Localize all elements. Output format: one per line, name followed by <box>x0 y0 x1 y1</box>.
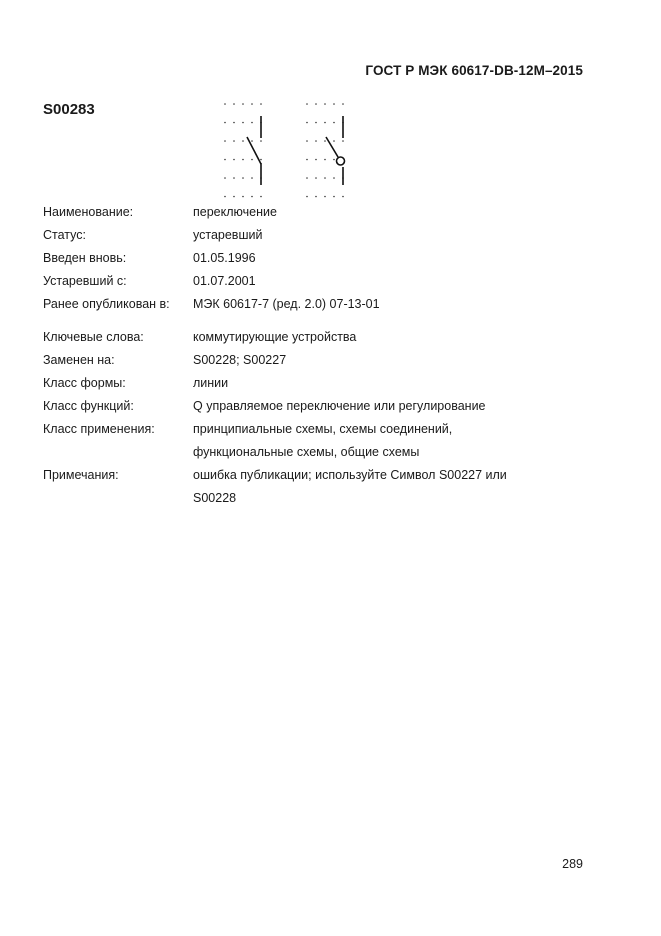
grid-dot <box>315 159 317 161</box>
grid-dot <box>324 122 326 124</box>
property-label: Введен вновь: <box>43 251 127 265</box>
grid-dot <box>342 140 344 142</box>
property-value <box>193 375 603 398</box>
property-label: Ключевые слова: <box>43 330 144 344</box>
grid-dot <box>251 103 253 105</box>
property-value-line: Q управляемое переключение или регулирование <box>193 399 486 413</box>
property-label: Заменен на: <box>43 353 115 367</box>
grid-dot <box>315 196 317 198</box>
grid-dot <box>324 159 326 161</box>
grid-dot <box>233 103 235 105</box>
document-standard-header: ГОСТ Р МЭК 60617-DB-12M–2015 <box>365 63 583 78</box>
property-row-notes <box>43 467 603 513</box>
grid-dot <box>242 159 244 161</box>
grid-dot <box>251 196 253 198</box>
property-label: Статус: <box>43 228 86 242</box>
grid-dot <box>333 177 335 179</box>
property-label: Примечания: <box>43 468 119 482</box>
section-gap <box>43 319 603 329</box>
grid-dot <box>224 122 226 124</box>
grid-dot <box>242 177 244 179</box>
property-row-shape-class <box>43 375 603 398</box>
grid-dot <box>333 122 335 124</box>
grid-dot <box>224 196 226 198</box>
property-value <box>193 352 603 375</box>
grid-dot <box>224 159 226 161</box>
grid-dot <box>306 140 308 142</box>
grid-dot <box>242 103 244 105</box>
switch-symbol-right <box>326 116 345 185</box>
grid-dot <box>233 140 235 142</box>
page-number: 289 <box>562 857 583 871</box>
grid-dot <box>251 177 253 179</box>
grid-dot <box>233 122 235 124</box>
property-value: 01.07.2001 <box>193 274 256 288</box>
property-value-line: S00228; S00227 <box>193 353 287 367</box>
property-label: Устаревший с: <box>43 274 127 288</box>
property-value: МЭК 60617-7 (ред. 2.0) 07-13-01 <box>193 297 380 311</box>
grid-dot <box>342 103 344 105</box>
property-label: Класс функций: <box>43 399 134 413</box>
grid-dot <box>333 103 335 105</box>
property-label: Класс применения: <box>43 422 155 436</box>
property-value-line: S00228 <box>193 491 237 505</box>
grid-dot <box>315 177 317 179</box>
grid-dot <box>260 140 262 142</box>
property-row-name <box>43 204 603 227</box>
grid-dot <box>324 140 326 142</box>
grid-dot <box>242 122 244 124</box>
grid-dot <box>324 177 326 179</box>
grid-dot <box>242 196 244 198</box>
grid-dot <box>224 177 226 179</box>
property-row-previously-published <box>43 296 603 319</box>
property-value-line: линии <box>193 376 229 390</box>
property-value: устаревший <box>193 228 263 242</box>
property-row-function-class <box>43 398 603 421</box>
grid-dot <box>251 159 253 161</box>
property-label: Наименование: <box>43 205 134 219</box>
property-row-introduced <box>43 250 603 273</box>
grid-dot <box>306 177 308 179</box>
grid-dot <box>342 196 344 198</box>
grid-dot <box>260 196 262 198</box>
symbol-properties <box>43 204 603 513</box>
grid-dot <box>251 140 253 142</box>
grid-dot <box>333 159 335 161</box>
symbol-figure <box>216 97 376 203</box>
grid-dot <box>306 159 308 161</box>
grid-dot <box>224 103 226 105</box>
grid-dot <box>333 196 335 198</box>
property-label: Класс формы: <box>43 376 126 390</box>
grid-dot <box>324 103 326 105</box>
grid-dot <box>306 196 308 198</box>
property-row-status <box>43 227 603 250</box>
grid-dot <box>315 122 317 124</box>
grid-dot <box>306 103 308 105</box>
grid-dots-left <box>224 103 262 197</box>
property-row-obsolete-since <box>43 273 603 296</box>
property-value <box>193 329 603 352</box>
grid-dot <box>233 159 235 161</box>
grid-dot <box>315 103 317 105</box>
grid-dot <box>233 196 235 198</box>
property-value <box>193 421 603 467</box>
switch-symbol-left <box>247 116 261 185</box>
grid-dot <box>260 103 262 105</box>
grid-dot <box>315 140 317 142</box>
property-value <box>193 398 603 421</box>
property-value-line: принципиальные схемы, схемы соединений, <box>193 422 453 436</box>
grid-dot <box>324 196 326 198</box>
grid-dots-right <box>306 103 344 197</box>
grid-dot <box>233 177 235 179</box>
property-row-keywords <box>43 329 603 352</box>
property-value: переключение <box>193 205 277 219</box>
property-value-line: коммутирующие устройства <box>193 330 357 344</box>
property-value <box>193 467 603 513</box>
property-row-application-class <box>43 421 603 467</box>
grid-dot <box>333 140 335 142</box>
grid-dot <box>306 122 308 124</box>
property-value-line: функциональные схемы, общие схемы <box>193 445 420 459</box>
grid-dot <box>242 140 244 142</box>
grid-dot <box>260 159 262 161</box>
grid-dot <box>251 122 253 124</box>
symbol-id: S00283 <box>43 101 95 118</box>
property-value: 01.05.1996 <box>193 251 256 265</box>
property-value-line: ошибка публикации; используйте Символ S00227 или <box>193 468 507 482</box>
property-label: Ранее опубликован в: <box>43 297 170 311</box>
property-row-replaced-by <box>43 352 603 375</box>
grid-dot <box>224 140 226 142</box>
